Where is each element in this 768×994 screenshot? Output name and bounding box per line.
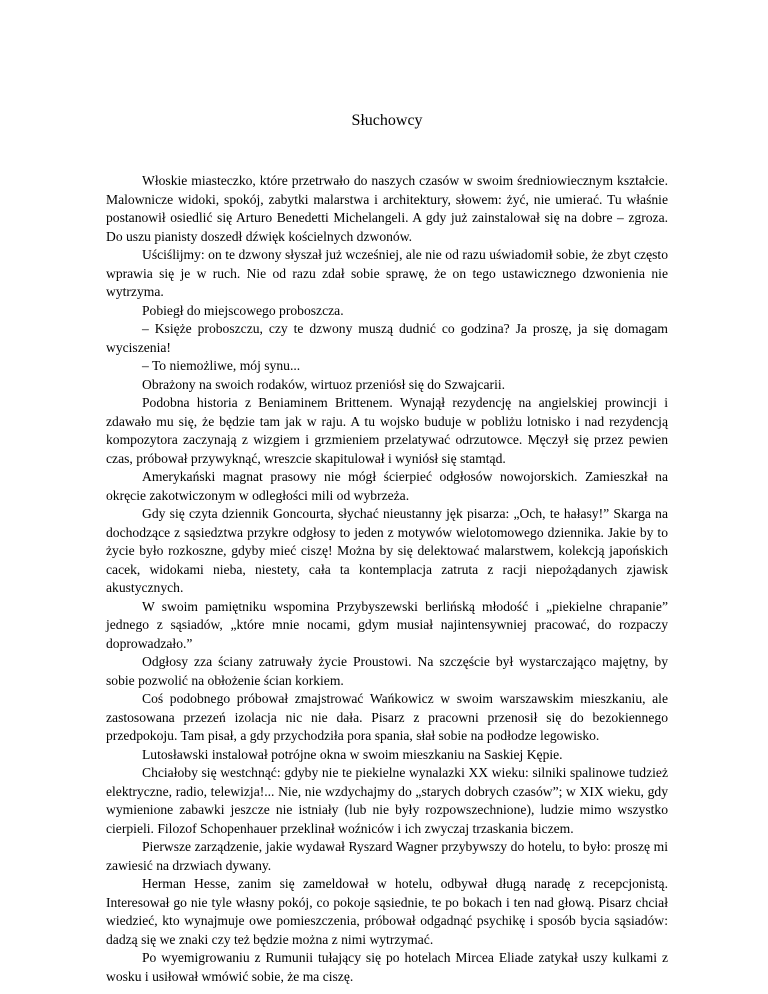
paragraph: Gdy się czyta dziennik Goncourta, słychać nieustanny jęk pisarza: „Och, te hałasy!” Skarga na dochodzące z sąsiedztwa przykre odgłosy to jeden z motywów wielotomowego dziennika. Jakie by to życie było rozkoszne, gdyby mieć ciszę! Można by się delektować malarstwem, kolekcją japońskich cacek, widokami nieba, niestety, cała ta kontemplacja zatruta z racji niepożądanych zjawisk akustycznych.	[106, 506, 668, 595]
paragraph: Włoskie miasteczko, które przetrwało do naszych czasów w swoim średniowiecznym kształcie. Malownicze widoki, spokój, zabytki malarstwa i architektury, słowem: żyć, nie umierać. Tu właśnie postanowił osiedlić się Arturo Benedetti Michelangeli. A gdy już zainstalował się na dobre – zgroza. Do uszu pianisty doszedł dźwięk kościelnych dzwonów.	[106, 173, 668, 244]
paragraph: – Księże proboszczu, czy te dzwony muszą dudnić co godzina? Ja proszę, ja się domagam wyciszenia!	[106, 321, 668, 355]
paragraph: Pierwsze zarządzenie, jakie wydawał Ryszard Wagner przybywszy do hotelu, to było: proszę mi zawiesić na drzwiach dywany.	[106, 839, 668, 873]
paragraph: – To niemożliwe, mój synu...	[142, 358, 301, 373]
paragraph: Herman Hesse, zanim się zameldował w hotelu, odbywał długą naradę z recepcjonistą. Interesował go nie tyle własny pokój, co pokoje sąsiednie, te po bokach i ten nad głową. Pisarz chciał wiedzieć, kto wynajmuje owe pomieszczenia, próbował odgadnąć psychikę i sposób bycia sąsiadów: dadzą się we znaki czy też będzie można z nimi wytrzymać.	[106, 876, 668, 947]
paragraph: Lutosławski instalował potrójne okna w swoim mieszkaniu na Saskiej Kępie.	[142, 746, 563, 762]
paragraph: Odgłosy zza ściany zatruwały życie Proustowi. Na szczęście był wystarczająco majętny, by sobie pozwolić na obłożenie ścian korkiem.	[106, 654, 668, 688]
paragraph: Obrażony na swoich rodaków, wirtuoz przeniósł się do Szwajcarii.	[142, 376, 506, 392]
paragraph: Po wyemigrowaniu z Rumunii tułający się po hotelach Mircea Eliade zatykał uszy kulkami z wosku i usiłował wmówić sobie, że ma ciszę.	[106, 950, 668, 984]
document-body	[106, 172, 668, 986]
paragraph: Podobna historia z Beniaminem Brittenem. Wynajął rezydencję na angielskiej prowincji i zdawało mu się, że będzie tam jak w raju. A tu wojsko buduje w pobliżu lotnisko i nad rezydencją kompozytora zaczynają z wizgiem i grzmieniem przelatywać odrzutowce. Męczył się przez pewien czas, próbował przywyknąć, wreszcie skapitulował i wyniósł się stamtąd.	[106, 395, 668, 466]
paragraph: Amerykański magnat prasowy nie mógł ścierpieć odgłosów nowojorskich. Zamieszkał na okręcie zakotwiczonym w odległości mili od wybrzeża.	[106, 469, 668, 503]
page-title: Słuchowcy	[351, 112, 423, 129]
paragraph: W swoim pamiętniku wspomina Przybyszewski berlińską młodość i „piekielne chrapanie” jednego z sąsiadów, „które mnie nocami, gdym musiał najintensywniej pracować, do rozpaczy doprowadzało.”	[106, 598, 668, 651]
paragraph: Pobiegł do miejscowego proboszcza.	[142, 302, 344, 318]
paragraph: Chciałoby się westchnąć: gdyby nie te piekielne wynalazki XX wieku: silniki spalinowe tudzież elektryczne, radio, telewizja!... Nie, nie wzdychajmy do „starych dobrych czasów”; w XIX wieku, gdy wymienione zabawki jeszcze nie istniały (lub nie były rozpowszechnione), ludzie mimo wszystko cierpieli. Filozof Schopenhauer przeklinał woźniców i ich zwyczaj trzaskania biczem.	[106, 765, 668, 836]
paragraph: Coś podobnego próbował zmajstrować Wańkowicz w swoim warszawskim mieszkaniu, ale zastosowana przezeń izolacja nic nie dała. Pisarz z pracowni przenosił się do bezokiennego przedpokoju. Tam pisał, a gdy przychodziła pora spania, słał sobie na podłodze legowisko.	[106, 691, 668, 743]
paragraph: Uściślijmy: on te dzwony słyszał już wcześniej, ale nie od razu uświadomił sobie, że zbyt często wprawia się je w ruch. Nie od razu zdał sobie sprawę, że on tego ustawicznego dzwonienia nie wytrzyma.	[106, 247, 668, 299]
